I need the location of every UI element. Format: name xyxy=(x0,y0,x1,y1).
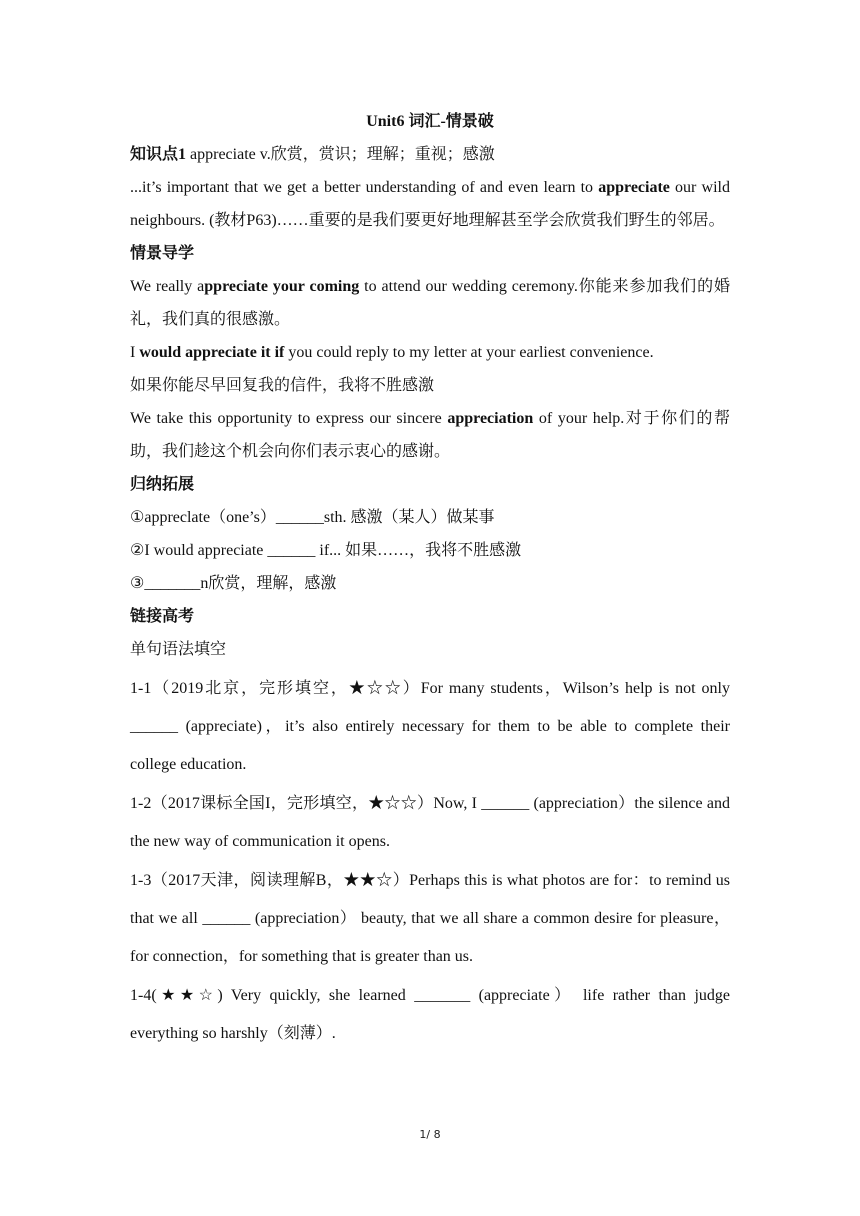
question-1-2: 1-2（2017课标全国I，完形填空，★☆☆）Now, I ______ (appreciation）the silence and the new way of communication it opens. xyxy=(130,795,730,850)
summary-heading: 归纳拓展 xyxy=(130,476,195,493)
keyword: appreciate xyxy=(598,179,670,196)
page-number: 1/ 8 xyxy=(419,1128,441,1141)
situation-sentence-3: We take this opportunity to express our sincere appreciation of your help.对于你们的帮助，我们趁这个机会向你们表示衷心的感谢。 xyxy=(130,410,730,460)
summary-item-2: ②I would appreciate ______ if... 如果……，我将不胜感激 xyxy=(130,542,522,559)
page-title: Unit6 词汇-情景破 xyxy=(366,113,494,130)
question-1-3: 1-3（2017天津，阅读理解B，★★☆）Perhaps this is what photos are for：to remind us that we all ______ (appreciation） beauty, that we all share a common desire for pleasure，for connection，for something that is greater than us. xyxy=(130,872,730,965)
textbook-example: ...it’s important that we get a better understanding of and even learn to appreciate our wild neighbours. (教材P63)……重要的是我们要更好地理解甚至学会欣赏我们野生的邻居。 xyxy=(130,179,730,229)
summary-item-3: ③_______n欣赏，理解，感激 xyxy=(130,575,337,592)
knowledge-point-1 xyxy=(130,138,730,171)
situation-sentence-1: We really appreciate your coming to attend our wedding ceremony.你能来参加我们的婚礼，我们真的很感激。 xyxy=(130,278,730,328)
keyword: appreciation xyxy=(447,410,534,427)
summary-item-1: ①appreclate（one’s）______sth. 感激（某人）做某事 xyxy=(130,509,495,526)
knowledge-point-label: 知识点1 xyxy=(130,146,187,163)
situation-sentence-2: I would appreciate it if you could reply to my letter at your earliest convenience. xyxy=(130,344,654,361)
keyword: ppreciate your coming xyxy=(204,278,360,295)
content-area xyxy=(130,108,730,1053)
question-1-4: 1-4(★★☆) Very quickly, she learned _______ (appreciate） life rather than judge everything so harshly（刻薄）. xyxy=(130,987,730,1042)
keyword: would appreciate it if xyxy=(139,344,285,361)
exam-heading: 链接高考 xyxy=(130,608,195,625)
question-1-1: 1-1（2019北京，完形填空，★☆☆）For many students，Wilson’s help is not only ______ (appreciate)，it’s also entirely necessary for them to be able to complete their college education. xyxy=(130,680,730,773)
knowledge-point-text: appreciate v.欣赏，赏识；理解；重视；感激 xyxy=(186,146,495,163)
situation-heading: 情景导学 xyxy=(130,245,195,262)
exam-subheading: 单句语法填空 xyxy=(130,641,227,658)
situation-sentence-2-translation: 如果你能尽早回复我的信件，我将不胜感激 xyxy=(130,377,435,394)
